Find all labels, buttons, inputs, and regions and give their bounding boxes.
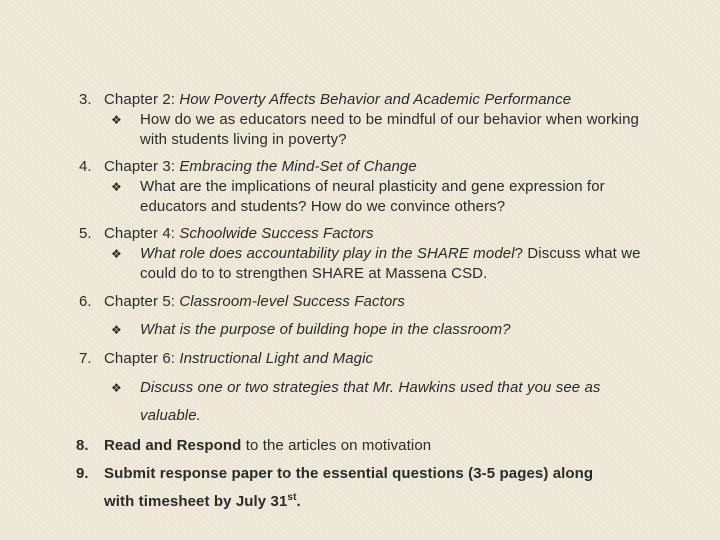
diamond-bullet-icon: ❖ <box>111 180 122 194</box>
item-9-end: . <box>296 493 301 510</box>
item-8-bold: Read and Respond <box>104 437 242 454</box>
item-9-line1: Submit response paper to the essential questions (3-5 pages) along <box>104 465 594 482</box>
diamond-bullet-icon: ❖ <box>111 323 122 337</box>
item-3-heading <box>104 90 571 110</box>
item-6-title: Classroom-level Success Factors <box>179 293 405 310</box>
item-4-question-line1: What are the implications of neural plasticity and gene expression for <box>140 178 605 195</box>
item-5-heading <box>104 224 374 244</box>
item-6-question: What is the purpose of building hope in the classroom? <box>140 321 511 338</box>
item-9-line2-text: with timesheet by July 31 <box>104 493 288 510</box>
item-5-prefix: Chapter 4: <box>104 225 180 242</box>
item-5-question-line1 <box>140 244 641 264</box>
item-6-number: 6. <box>79 293 92 310</box>
diamond-bullet-icon: ❖ <box>111 247 122 261</box>
diamond-bullet-icon: ❖ <box>111 113 122 127</box>
item-5-question-line2: could do to to strengthen SHARE at Massena CSD. <box>140 265 488 282</box>
item-5-question-rest: ? Discuss what we <box>514 245 641 262</box>
item-5-title: Schoolwide Success Factors <box>179 225 374 242</box>
item-4-prefix: Chapter 3: <box>104 158 180 175</box>
item-7-question-line1: Discuss one or two strategies that Mr. Hawkins used that you see as <box>140 379 601 396</box>
item-8-text <box>104 436 431 456</box>
item-4-title: Embracing the Mind-Set of Change <box>179 158 417 175</box>
item-8-number: 8. <box>76 437 89 454</box>
item-4-question-line2: educators and students? How do we convince others? <box>140 198 506 215</box>
item-4-heading <box>104 157 417 177</box>
item-3-question-line2: with students living in poverty? <box>140 131 347 148</box>
item-3-question-line1: How do we as educators need to be mindful of our behavior when working <box>140 111 639 128</box>
item-6-heading <box>104 292 405 312</box>
item-9-number: 9. <box>76 465 89 482</box>
item-5-question-italic: What role does accountability play in the SHARE model <box>140 245 515 262</box>
item-5-number: 5. <box>79 225 92 242</box>
item-6-prefix: Chapter 5: <box>104 293 180 310</box>
item-7-heading <box>104 349 373 369</box>
item-9-superscript: st <box>287 492 297 503</box>
item-7-prefix: Chapter 6: <box>104 350 180 367</box>
item-7-title: Instructional Light and Magic <box>179 350 374 367</box>
item-4-number: 4. <box>79 158 92 175</box>
item-8-rest: to the articles on motivation <box>241 437 432 454</box>
item-3-title: How Poverty Affects Behavior and Academic Performance <box>179 91 572 108</box>
diamond-bullet-icon: ❖ <box>111 381 122 395</box>
item-7-number: 7. <box>79 350 92 367</box>
item-9-line2 <box>104 492 301 512</box>
item-3-number: 3. <box>79 91 92 108</box>
item-7-question-line2: valuable. <box>140 407 201 424</box>
item-3-prefix: Chapter 2: <box>104 91 180 108</box>
